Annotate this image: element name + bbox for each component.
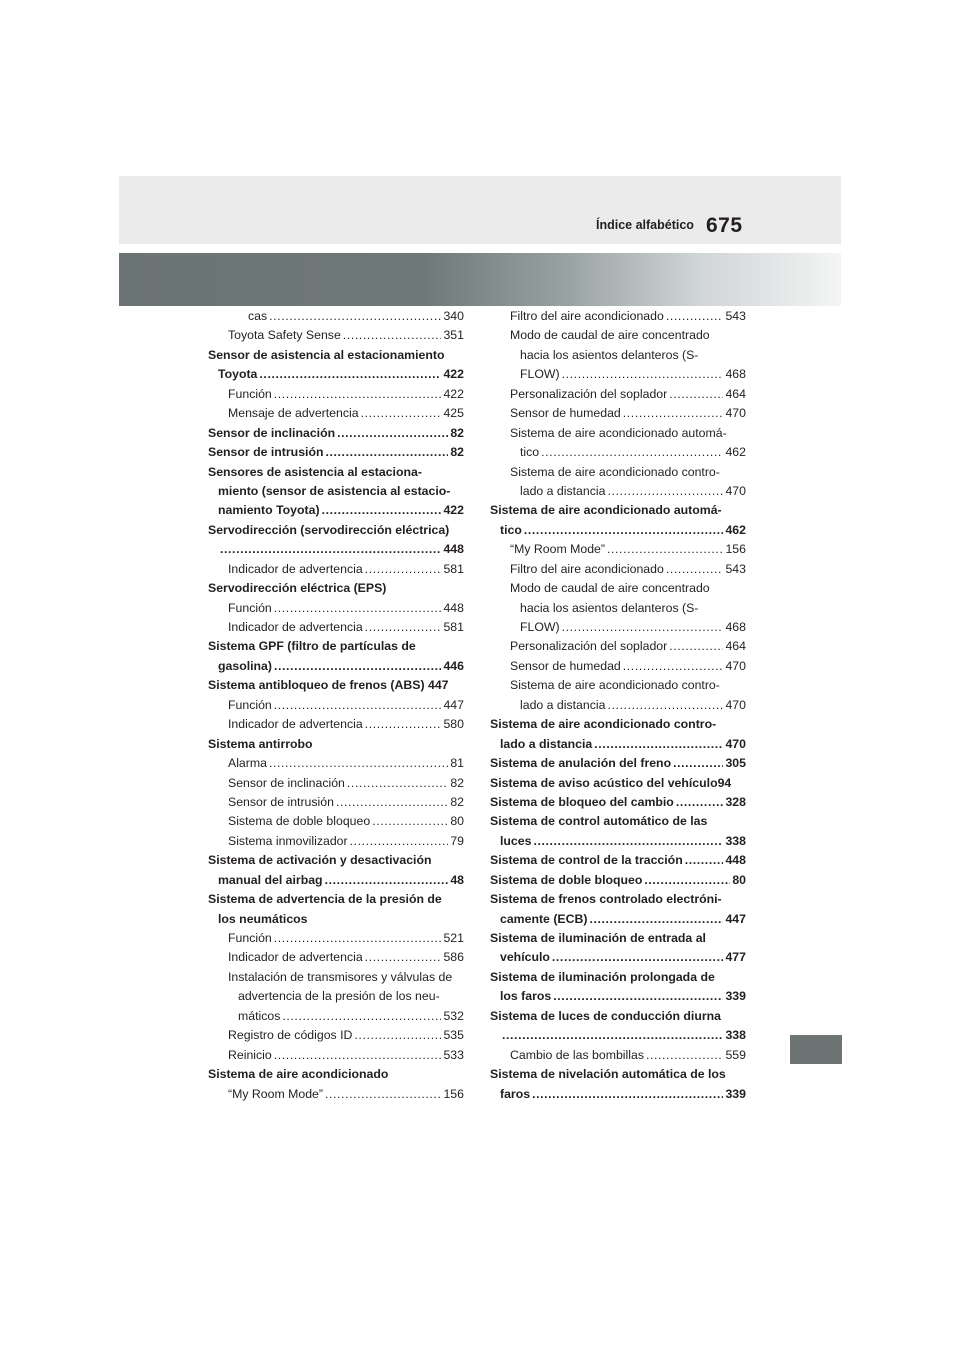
index-entry (490, 501, 746, 520)
index-entry-text: Sensores de asistencia al estaciona- (208, 464, 422, 479)
index-entry (208, 599, 464, 618)
index-entry (208, 715, 464, 734)
index-entry (208, 637, 464, 656)
index-entry-page: 448 (443, 542, 464, 557)
index-entry-page: 79 (450, 833, 464, 848)
index-entry-page: 82 (450, 775, 464, 790)
dot-leader (325, 443, 448, 462)
index-entry-text: Función (228, 931, 272, 945)
index-entry (490, 560, 746, 579)
index-entry (490, 1065, 746, 1084)
index-entry-text: Modo de caudal de aire concentrado (510, 328, 710, 343)
index-entry-text: Servodirección (servodirección eléctrica) (208, 522, 450, 537)
index-entry-text: tico (500, 522, 522, 537)
index-entry-text: Función (228, 600, 272, 615)
index-entry-page: 48 (450, 872, 464, 887)
dot-leader (365, 618, 442, 637)
index-entry-page: 82 (450, 425, 464, 440)
dot-leader (623, 657, 724, 676)
index-entry (208, 754, 464, 773)
index-entry-page: 447 (725, 911, 746, 926)
decorative-gradient-bar (119, 253, 841, 306)
index-entry-text: namiento Toyota) (218, 503, 320, 518)
index-entry-text: Sistema de nivelación automática de los (490, 1067, 726, 1082)
dot-leader (607, 696, 723, 715)
index-entry (208, 871, 464, 890)
dot-leader (673, 754, 723, 773)
index-entry-text: lado a distancia (520, 483, 606, 498)
index-entry-page: 156 (725, 542, 746, 557)
index-entry-text: lado a distancia (520, 697, 606, 712)
index-entry-text: Alarma (228, 756, 267, 771)
dot-leader (552, 948, 724, 967)
dot-leader (274, 929, 442, 948)
index-column-left (208, 307, 464, 1104)
index-entry (208, 443, 464, 462)
dot-leader (372, 812, 448, 831)
dot-leader (336, 793, 448, 812)
index-entry-text: Toyota (218, 367, 258, 382)
index-entry-page: 338 (725, 1028, 746, 1043)
index-entry-page: 470 (725, 406, 746, 421)
index-entry-page: 82 (450, 794, 464, 809)
dot-leader (533, 832, 723, 851)
index-entry (490, 1026, 746, 1045)
index-entry (490, 1007, 746, 1026)
index-entry (208, 404, 464, 423)
dot-leader (322, 501, 442, 520)
index-entry-text: Sistema antirrobo (208, 736, 313, 751)
index-entry (208, 482, 464, 501)
index-entry-page: 80 (450, 814, 464, 829)
index-entry (490, 657, 746, 676)
index-entry-text: Mensaje de advertencia (228, 406, 359, 421)
dot-leader (274, 599, 442, 618)
index-entry-text: Modo de caudal de aire concentrado (510, 581, 710, 596)
index-entry-text: Sensor de asistencia al estacionamiento (208, 347, 445, 362)
index-entry-text: “My Room Mode” (510, 542, 605, 557)
dot-leader (562, 365, 724, 384)
index-entry-text: Sistema de iluminación prolongada de (490, 969, 715, 984)
index-entry-text: máticos (238, 1008, 281, 1023)
index-entry-text: Sistema de activación y desactivación (208, 853, 432, 868)
index-entry (490, 1085, 746, 1104)
dot-leader (361, 404, 442, 423)
index-entry (490, 365, 746, 384)
index-entry (490, 346, 746, 365)
dot-leader (623, 404, 724, 423)
dot-leader (607, 482, 723, 501)
index-entry-page: 81 (450, 756, 464, 771)
index-entry (208, 424, 464, 443)
index-entry-page: 339 (725, 1086, 746, 1101)
index-entry-page: 448 (725, 853, 746, 868)
index-entry-page: 470 (725, 658, 746, 673)
index-entry-page: 447 (443, 697, 464, 712)
index-entry-text: Sistema de aviso acústico del vehículo94 (490, 775, 732, 790)
dot-leader (666, 307, 724, 326)
dot-leader (594, 735, 723, 754)
index-entry-text: hacia los asientos delanteros (S- (520, 347, 699, 362)
index-entry (208, 501, 464, 520)
index-entry-text: vehículo (500, 950, 550, 965)
index-entry (208, 579, 464, 598)
dot-leader (325, 871, 449, 890)
index-entry-text: camente (ECB) (500, 911, 588, 926)
index-entry-text: Sistema de doble bloqueo (490, 872, 643, 887)
index-entry-page: 543 (725, 561, 746, 576)
index-entry (208, 346, 464, 365)
dot-leader (274, 385, 442, 404)
index-entry-text: Indicador de advertencia (228, 561, 363, 576)
dot-leader (274, 657, 441, 676)
index-entry-text: Sistema de bloqueo del cambio (490, 794, 674, 809)
dot-leader (274, 1046, 442, 1065)
index-entry (490, 812, 746, 831)
index-entry-text: Sensor de inclinación (208, 425, 336, 440)
index-entry (490, 987, 746, 1006)
index-entry-text: Sistema inmovilizador (228, 833, 348, 848)
index-entry-page: 422 (443, 503, 464, 518)
dot-leader (337, 424, 448, 443)
page-number: 675 (706, 214, 743, 237)
index-entry (208, 793, 464, 812)
index-entry (208, 948, 464, 967)
index-entry-page: 559 (725, 1047, 746, 1062)
index-entry (490, 774, 746, 793)
index-entry-text: Personalización del soplador (510, 639, 668, 654)
index-entry (490, 890, 746, 909)
index-entry (208, 385, 464, 404)
index-entry-text: Registro de códigos ID (228, 1028, 353, 1043)
index-entry-text: Sistema de aire acondicionado contro- (490, 717, 717, 732)
index-entry (490, 443, 746, 462)
index-entry-text: los neumáticos (218, 911, 308, 926)
index-entry-text: advertencia de la presión de los neu- (238, 989, 440, 1004)
index-entry-text: Personalización del soplador (510, 386, 668, 401)
index-entry-text: Función (228, 697, 272, 712)
dot-leader (282, 1007, 441, 1026)
index-entry (208, 1085, 464, 1104)
dot-leader (644, 871, 730, 890)
index-entry-page: 468 (725, 367, 746, 382)
index-entry (208, 851, 464, 870)
index-entry (208, 696, 464, 715)
index-entry-text: Sensor de inclinación (228, 775, 345, 790)
index-entry-text: Sistema de iluminación de entrada al (490, 931, 706, 945)
index-entry (490, 735, 746, 754)
index-entry-page: 422 (443, 367, 464, 382)
dot-leader (269, 754, 448, 773)
index-entry (208, 910, 464, 929)
index-entry (490, 404, 746, 423)
dot-leader (607, 540, 723, 559)
index-entry-text: faros (500, 1086, 531, 1101)
index-entry-text: Instalación de transmisores y válvulas de (228, 969, 453, 984)
index-entry (490, 385, 746, 404)
index-entry-page: 464 (725, 639, 746, 654)
index-entry (490, 715, 746, 734)
dot-leader (354, 1026, 441, 1045)
index-entry-page: 521 (443, 931, 464, 945)
index-entry-text: los faros (500, 989, 552, 1004)
index-entry (490, 482, 746, 501)
index-entry (490, 929, 746, 948)
dot-leader (343, 326, 442, 345)
index-entry-text: FLOW) (520, 620, 560, 634)
index-entry (490, 793, 746, 812)
index-entry (490, 521, 746, 540)
index-entry-text: gasolina) (218, 658, 272, 673)
index-entry-text: Sensor de intrusión (208, 445, 324, 460)
index-entry (490, 910, 746, 929)
index-entry-text: manual del airbag (218, 872, 323, 887)
index-entry (490, 463, 746, 482)
index-entry-page: 470 (725, 483, 746, 498)
index-entry (490, 637, 746, 656)
index-entry (208, 540, 464, 559)
index-entry (490, 676, 746, 695)
index-entry-page: 351 (443, 328, 464, 343)
index-entry-page: 470 (725, 736, 746, 751)
index-entry-text: Indicador de advertencia (228, 717, 363, 732)
index-entry (490, 754, 746, 773)
index-entry (490, 618, 746, 637)
dot-leader (646, 1046, 724, 1065)
index-entry-text: lado a distancia (500, 736, 593, 751)
index-entry-text: Indicador de advertencia (228, 620, 363, 634)
section-thumb-tab (790, 1035, 842, 1064)
dot-leader (347, 774, 448, 793)
index-entry (208, 676, 464, 695)
index-entry-page: 470 (725, 697, 746, 712)
index-entry-text: Sensor de humedad (510, 658, 621, 673)
dot-leader (541, 443, 723, 462)
dot-leader (524, 521, 724, 540)
index-entry-text: Sensor de intrusión (228, 794, 334, 809)
dot-leader (350, 832, 449, 851)
index-entry-text: Toyota Safety Sense (228, 328, 341, 343)
index-entry-page: 425 (443, 406, 464, 421)
index-entry-text: Servodirección eléctrica (EPS) (208, 581, 387, 596)
index-entry-page: 543 (725, 309, 746, 323)
index-entry (208, 560, 464, 579)
index-entry-page: 339 (725, 989, 746, 1004)
index-entry (208, 307, 464, 326)
index-entry (208, 521, 464, 540)
dot-leader (562, 618, 724, 637)
index-entry-page: 338 (725, 833, 746, 848)
index-entry (208, 1007, 464, 1026)
index-entry (208, 326, 464, 345)
dot-leader (274, 696, 442, 715)
index-entry (490, 851, 746, 870)
index-entry (208, 832, 464, 851)
index-entry (208, 1026, 464, 1045)
index-entry-text: miento (sensor de asistencia al estacio- (218, 483, 451, 498)
index-entry-text: Sistema de aire acondicionado contro- (510, 678, 720, 693)
index-entry-text: Sistema de frenos controlado electróni- (490, 892, 722, 907)
index-entry (490, 1046, 746, 1065)
index-entry-page: 305 (725, 756, 746, 771)
index-entry-text: Filtro del aire acondicionado (510, 561, 664, 576)
index-entry-page: 462 (725, 522, 746, 537)
dot-leader (589, 910, 723, 929)
index-entry (208, 1046, 464, 1065)
index-entry-page: 580 (443, 717, 464, 732)
index-entry-page: 581 (443, 561, 464, 576)
index-entry (490, 424, 746, 443)
index-entry-text: Sistema de aire acondicionado contro- (510, 464, 720, 479)
index-entry-page: 156 (443, 1086, 464, 1101)
index-entry (208, 1065, 464, 1084)
index-entry-page: 533 (443, 1047, 464, 1062)
index-entry (208, 463, 464, 482)
index-entry-text: Sistema de aire acondicionado (208, 1067, 389, 1082)
index-entry (208, 735, 464, 754)
index-entry (490, 948, 746, 967)
dot-leader (532, 1085, 723, 1104)
index-column-right (490, 307, 746, 1104)
index-entry (490, 579, 746, 598)
index-entry (208, 929, 464, 948)
index-entry-text: hacia los asientos delanteros (S- (520, 600, 699, 615)
index-entry (490, 832, 746, 851)
index-entry-text: FLOW) (520, 367, 560, 382)
index-entry (490, 599, 746, 618)
index-entry-text: Sistema de doble bloqueo (228, 814, 371, 829)
dot-leader (553, 987, 723, 1006)
index-entry-page: 82 (450, 445, 464, 460)
index-entry (208, 618, 464, 637)
dot-leader (365, 560, 442, 579)
index-entry-text: luces (500, 833, 532, 848)
index-entry-page: 422 (443, 386, 464, 401)
index-entry (490, 968, 746, 987)
dot-leader (269, 307, 441, 326)
index-entry-text: Sistema de control automático de las (490, 814, 708, 829)
index-entry-text: Reinicio (228, 1047, 272, 1062)
index-entry-page: 581 (443, 620, 464, 634)
index-entry-text: Sensor de humedad (510, 406, 621, 421)
index-entry-page: 446 (443, 658, 464, 673)
index-entry-page: 586 (443, 950, 464, 965)
index-entry (208, 774, 464, 793)
dot-leader (685, 851, 724, 870)
index-entry (208, 365, 464, 384)
index-entry-text: Sistema de advertencia de la presión de (208, 892, 442, 907)
index-entry-text: Indicador de advertencia (228, 950, 363, 965)
index-entry-page: 462 (725, 445, 746, 460)
index-entry (490, 307, 746, 326)
index-entry-text: Cambio de las bombillas (510, 1047, 644, 1062)
index-entry-text: Sistema de luces de conducción diurna (490, 1008, 721, 1023)
dot-leader (365, 715, 442, 734)
index-entry (490, 326, 746, 345)
dot-leader (669, 637, 723, 656)
index-entry-text: Sistema de anulación del freno (490, 756, 672, 771)
index-entry-page: 328 (725, 794, 746, 809)
index-entry (208, 968, 464, 987)
index-entry-text: Filtro del aire acondicionado (510, 309, 664, 323)
index-entry-text: Sistema de aire acondicionado automá- (510, 425, 727, 440)
dot-leader (220, 540, 441, 559)
index-entry (490, 871, 746, 890)
index-entry-page: 80 (732, 872, 746, 887)
index-entry-page: 477 (725, 950, 746, 965)
index-entry (208, 890, 464, 909)
section-title: Índice alfabético (596, 218, 694, 232)
index-entry-page: 468 (725, 620, 746, 634)
index-entry-page: 448 (443, 600, 464, 615)
index-entry-text: Sistema de aire acondicionado automá- (490, 503, 722, 518)
index-entry-text: Sistema GPF (filtro de partículas de (208, 639, 416, 654)
dot-leader (502, 1026, 723, 1045)
dot-leader (365, 948, 442, 967)
index-entry-text: Sistema de control de la tracción (490, 853, 683, 868)
dot-leader (666, 560, 724, 579)
index-entry-page: 535 (443, 1028, 464, 1043)
index-entry-page: 532 (443, 1008, 464, 1023)
index-entry-text: cas (248, 309, 268, 323)
dot-leader (325, 1085, 441, 1104)
index-entry-text: “My Room Mode” (228, 1086, 323, 1101)
index-entry-page: 340 (443, 309, 464, 323)
index-entry (208, 812, 464, 831)
dot-leader (259, 365, 441, 384)
index-entry (208, 657, 464, 676)
index-entry (490, 540, 746, 559)
dot-leader (676, 793, 724, 812)
index-entry-text: Función (228, 386, 272, 401)
index-entry-text: Sistema antibloqueo de frenos (ABS) 447 (208, 678, 449, 693)
index-entry-page: 464 (725, 386, 746, 401)
index-entry (490, 696, 746, 715)
index-entry-text: tico (520, 445, 540, 460)
index-entry (208, 987, 464, 1006)
dot-leader (669, 385, 723, 404)
